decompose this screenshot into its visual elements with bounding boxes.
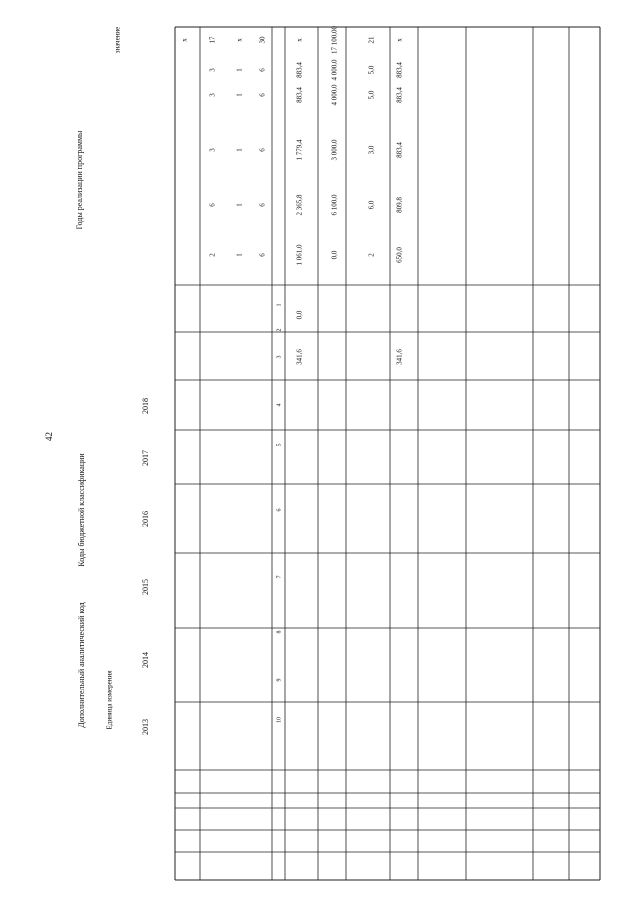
cell-3-y2014: 6 (258, 253, 267, 257)
cell-4-y2016: 1 779,4 (295, 139, 304, 161)
cell-7-target: x (395, 38, 404, 42)
cell-1-y2018: 3 (208, 68, 217, 72)
year-heading-2013: 2013 (140, 719, 150, 735)
page-number: 42 (44, 432, 54, 441)
cell-4-fin: 341,6 (295, 349, 304, 365)
table-grid (175, 27, 600, 880)
cell-6-y2015: 6,0 (367, 200, 376, 210)
cell-7-y2014: 650,0 (395, 247, 404, 263)
header-value-label: значение (113, 26, 122, 54)
cell-7-fin: 341,6 (395, 349, 404, 365)
header-extra-code-label: Дополнительный аналитический код (76, 602, 86, 728)
cell-5-y2018: 4 000,0 (330, 59, 339, 81)
cell-7-y2016: 883,4 (395, 142, 404, 158)
year-heading-2018: 2018 (140, 398, 150, 414)
cell-2-y2018: 1 (235, 68, 244, 72)
cell-5-y2015: 6 100,0 (330, 194, 339, 216)
column-number-7: 7 (276, 575, 283, 579)
year-heading-2015: 2015 (140, 579, 150, 595)
cell-4-y2015: 2 365,8 (295, 194, 304, 216)
cell-1-y2014: 2 (208, 253, 217, 257)
header-unit-label: Единица измерения (105, 670, 114, 730)
cell-4-y2018: 883,4 (295, 62, 304, 78)
cell-3-y2016: 6 (258, 148, 267, 152)
cell-5-y2016: 3 000,0 (330, 139, 339, 161)
column-number-6: 6 (276, 508, 283, 512)
cell-7-y2018: 883,4 (395, 62, 404, 78)
year-heading-2014: 2014 (140, 652, 150, 668)
cell-0-target: x (180, 38, 189, 42)
column-number-10: 10 (276, 717, 283, 723)
cell-6-y2017: 5,0 (367, 90, 376, 100)
column-number-1: 1 (276, 303, 283, 307)
cell-6-y2016: 3,0 (367, 145, 376, 155)
cell-6-y2018: 5,0 (367, 65, 376, 75)
column-number-2: 2 (276, 328, 283, 332)
cell-5-target: 17 100,00 (330, 26, 339, 54)
cell-3-y2017: 6 (258, 93, 267, 97)
cell-3-y2015: 6 (258, 203, 267, 207)
cell-2-y2015: 1 (235, 203, 244, 207)
cell-5-y2014: 0,0 (330, 250, 339, 260)
cell-3-target: 30 (258, 36, 267, 44)
cell-1-y2015: 6 (208, 203, 217, 207)
header-codes-label: Коды бюджетной классификации (76, 453, 86, 567)
cell-2-y2017: 1 (235, 93, 244, 97)
cell-1-target: 17 (208, 36, 217, 44)
cell-5-y2017: 4 000,0 (330, 84, 339, 106)
cell-4-y2013: 0,0 (295, 310, 304, 320)
cell-1-y2016: 3 (208, 148, 217, 152)
column-number-9: 9 (276, 678, 283, 682)
column-number-8: 8 (276, 630, 283, 634)
cell-4-target: x (295, 38, 304, 42)
cell-3-y2018: 6 (258, 68, 267, 72)
header-years-label: Годы реализации программы (74, 130, 84, 230)
cell-1-y2017: 3 (208, 93, 217, 97)
year-heading-2016: 2016 (140, 511, 150, 527)
cell-6-y2014: 2 (367, 253, 376, 257)
cell-4-y2014: 1 061,0 (295, 244, 304, 266)
cell-6-target: 21 (367, 36, 376, 44)
cell-7-y2017: 883,4 (395, 87, 404, 103)
year-heading-2017: 2017 (140, 450, 150, 466)
cell-2-y2016: 1 (235, 148, 244, 152)
column-number-3: 3 (276, 355, 283, 359)
column-number-4: 4 (276, 403, 283, 407)
column-number-5: 5 (276, 443, 283, 447)
cell-2-target: x (235, 38, 244, 42)
cell-4-y2017: 883,4 (295, 87, 304, 103)
cell-2-y2014: 1 (235, 253, 244, 257)
cell-7-y2015: 809,8 (395, 197, 404, 213)
